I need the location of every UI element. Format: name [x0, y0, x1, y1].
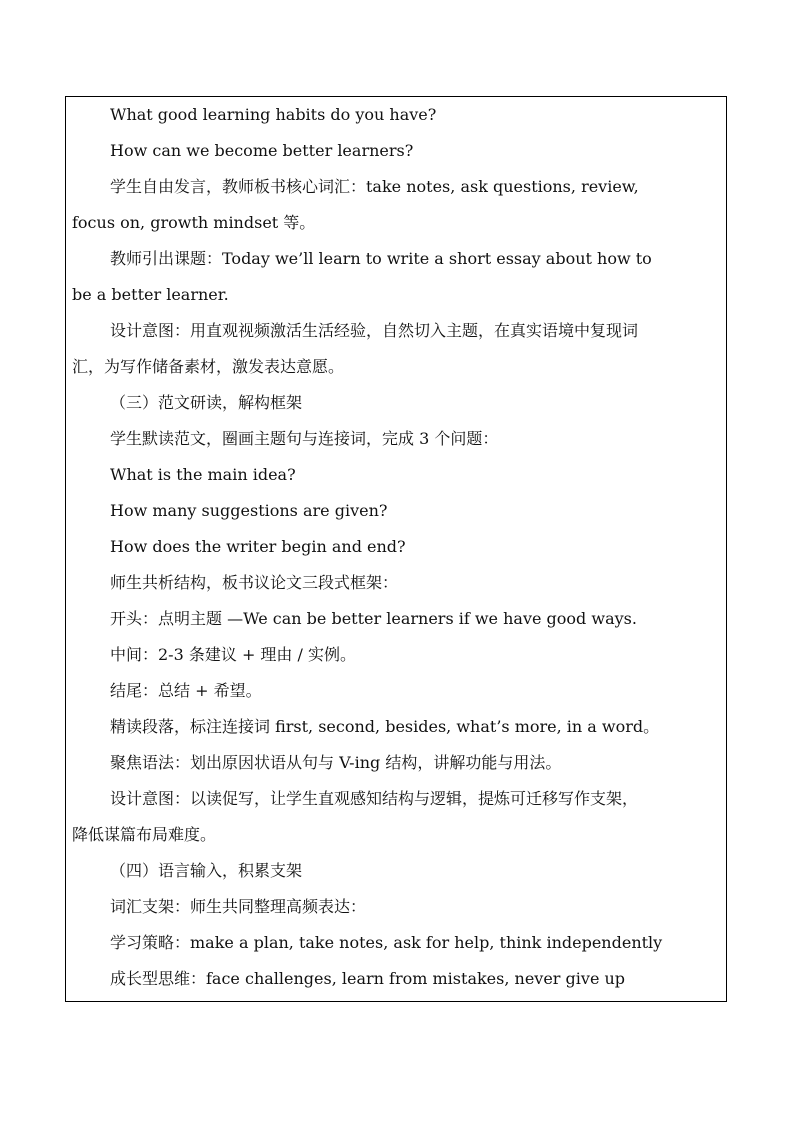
text-line: How does the writer begin and end? [110, 537, 406, 556]
text-line: 学生自由发言，教师板书核心词汇：take notes, ask questions, review, [110, 177, 639, 196]
text-line: 师生共析结构，板书议论文三段式框架： [110, 573, 399, 592]
section-heading: （三）范文研读，解构框架 [110, 393, 303, 412]
text-line: be a better learner. [72, 285, 229, 304]
text-line: 教师引出课题：Today we’ll learn to write a short essay about how to [110, 249, 652, 268]
section-heading: （四）语言输入，积累支架 [110, 861, 303, 880]
text-line: 汇，为写作储备素材，激发表达意愿。 [72, 357, 345, 376]
text-line: 学习策略：make a plan, take notes, ask for help, think independently [110, 933, 663, 952]
text-line: 中间：2-3 条建议 + 理由 / 实例。 [110, 645, 356, 664]
lesson-plan-table-cell [65, 96, 727, 1002]
text-line: How many suggestions are given? [110, 501, 388, 520]
text-line: 成长型思维：face challenges, learn from mistakes, never give up [110, 969, 626, 988]
text-line: 设计意图：用直观视频激活生活经验，自然切入主题，在真实语境中复现词 [110, 321, 639, 340]
text-line: 聚焦语法：划出原因状语从句与 V-ing 结构，讲解功能与用法。 [110, 753, 562, 772]
text-line: 结尾：总结 + 希望。 [110, 681, 262, 700]
text-line: 降低谋篇布局难度。 [72, 825, 217, 844]
text-line: 开头：点明主题 —We can be better learners if we have good ways. [110, 609, 637, 628]
text-line: 精读段落，标注连接词 first, second, besides, what’s more, in a word。 [110, 717, 660, 736]
text-line: 学生默读范文，圈画主题句与连接词，完成 3 个问题： [110, 429, 499, 448]
text-line: focus on, growth mindset 等。 [72, 213, 316, 232]
text-line: What is the main idea? [110, 465, 296, 484]
text-line: 设计意图：以读促写，让学生直观感知结构与逻辑，提炼可迁移写作支架， [110, 789, 639, 808]
text-line: 词汇支架：师生共同整理高频表达： [110, 897, 367, 916]
text-line: How can we become better learners? [110, 141, 414, 160]
text-line: What good learning habits do you have? [110, 105, 437, 124]
